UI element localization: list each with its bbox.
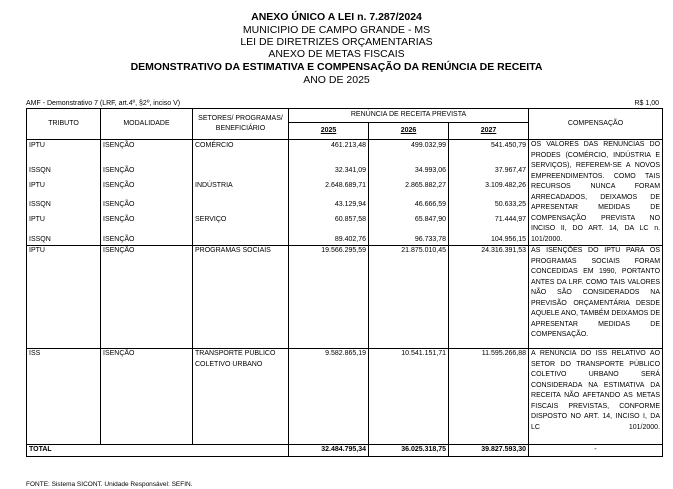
cell-2025: 60.857,58 <box>289 211 369 226</box>
cell-modalidade: ISENÇÃO <box>101 211 193 226</box>
municipality: MUNICIPIO DE CAMPO GRANDE - MS <box>242 24 431 36</box>
cell-setor <box>193 191 289 211</box>
cell-modalidade: ISENÇÃO <box>101 191 193 211</box>
annex-title: ANEXO ÚNICO A LEI n. 7.287/2024 <box>251 11 422 23</box>
col-modalidade: MODALIDADE <box>101 109 193 140</box>
compensation-note: A RENÚNCIA DO ISS RELATIVO AO SETOR DO TRANSPORTE PÚBLICO COLETIVO URBANO SERÁ CONSIDERADA NA ESTIMATIVA DA RECEITA NÃO AFETANDO AS METAS FISCAIS PREVISTAS, CONFORME DISPOSTO NO ART. 14, INCISO I, DA LC 101/2000. <box>529 349 663 445</box>
compensation-note: AS ISENÇÕES DO IPTU PARA OS PROGRAMAS SOCIAIS FORAM CONCEDIDAS EM 1990, PORTANTO ANTES DA LRF. COMO TAIS VALORES NÃO SÃO CONSIDERADOS NA PREVISÃO ORÇAMENTÁRIA DESDE AQUELE ANO, TAMBÉM DEIXAMOS DE APRESENTAR MEDIDAS DE COMPENSAÇÃO. <box>529 246 663 349</box>
cell-2027: 37.967,47 <box>449 156 529 176</box>
cell-modalidade: ISENÇÃO <box>101 156 193 176</box>
cell-2025: 2.648.689,71 <box>289 176 369 191</box>
cell-tributo: ISSQN <box>27 156 101 176</box>
col-compensacao: COMPENSAÇÃO <box>529 109 663 140</box>
cell-modalidade: ISENÇÃO <box>101 140 193 157</box>
cell-2027: 50.633,25 <box>449 191 529 211</box>
cell-tributo: IPTU <box>27 140 101 157</box>
cell-2026: 10.541.151,71 <box>369 349 449 445</box>
total-2027: 39.827.593,30 <box>449 445 529 457</box>
cell-2027: 541.450,79 <box>449 140 529 157</box>
cell-2025: 19.566.295,59 <box>289 246 369 349</box>
cell-2027: 24.316.391,53 <box>449 246 529 349</box>
cell-setor: PROGRAMAS SOCIAIS <box>193 246 289 349</box>
cell-tributo: ISS <box>27 349 101 445</box>
report-reference: AMF - Demonstrativo 7 (LRF, art.4º, §2º, inciso V) <box>26 100 181 107</box>
cell-modalidade: ISENÇÃO <box>101 176 193 191</box>
col-2027: 2027 <box>449 123 529 140</box>
cell-modalidade: ISENÇÃO <box>101 226 193 246</box>
total-label: TOTAL <box>27 445 289 457</box>
cell-2026: 46.666,59 <box>369 191 449 211</box>
cell-2026: 96.733,78 <box>369 226 449 246</box>
compensation-note: OS VALORES DAS RENÚNCIAS DO PRODES (COMÉRCIO, INDÚSTRIA E SERVIÇOS), REFEREM-SE A NOVOS EMPREENDIMENTOS. COMO TAIS RECURSOS NUNCA FORAM ARRECADADOS, DEIXAMOS DE APRESENTAR MEDIDAS DE COMPENSAÇÃO PREVISTA NO INCISO II, DO ART. 14, DA LC n. 101/2000. <box>529 140 663 246</box>
cell-2025: 9.582.865,19 <box>289 349 369 445</box>
cell-2026: 2.865.882,27 <box>369 176 449 191</box>
total-2026: 36.025.318,75 <box>369 445 449 457</box>
cell-modalidade: ISENÇÃO <box>101 349 193 445</box>
cell-tributo: IPTU <box>27 246 101 349</box>
cell-2027: 11.595.266,88 <box>449 349 529 445</box>
col-2025: 2025 <box>289 123 369 140</box>
cell-modalidade: ISENÇÃO <box>101 246 193 349</box>
law-name: LEI DE DIRETRIZES ORÇAMENTARIAS <box>240 36 433 48</box>
report-year: ANO DE 2025 <box>303 74 370 86</box>
cell-2027: 3.109.482,26 <box>449 176 529 191</box>
cell-2025: 461.213,48 <box>289 140 369 157</box>
cell-tributo: ISSQN <box>27 226 101 246</box>
cell-2026: 499.032,99 <box>369 140 449 157</box>
cell-setor: SERVIÇO <box>193 211 289 226</box>
waiver-table <box>26 108 663 457</box>
col-setores: SETORES/ PROGRAMAS/ BENEFICIÁRIO <box>193 109 289 140</box>
total-compensacao: - <box>529 445 663 457</box>
report-title: DEMONSTRATIVO DA ESTIMATIVA E COMPENSAÇÃO DA RENÚNCIA DE RECEITA <box>130 61 543 73</box>
cell-2027: 104.956,15 <box>449 226 529 246</box>
table-row <box>27 349 663 445</box>
cell-2027: 71.444,97 <box>449 211 529 226</box>
cell-tributo: IPTU <box>27 176 101 191</box>
cell-setor <box>193 156 289 176</box>
table-row <box>27 246 663 349</box>
cell-setor <box>193 226 289 246</box>
source-footer: FONTE: Sistema SICONT. Unidade Responsável: SEFIN. <box>26 481 193 488</box>
cell-setor: TRANSPORTE PÚBLICO COLETIVO URBANO <box>193 349 289 445</box>
cell-2026: 21.875.010,45 <box>369 246 449 349</box>
cell-2025: 32.341,09 <box>289 156 369 176</box>
cell-2026: 65.847,90 <box>369 211 449 226</box>
col-renuncia: RENÚNCIA DE RECEITA PREVISTA <box>289 109 529 123</box>
currency-unit: R$ 1,00 <box>634 100 659 107</box>
cell-setor: COMÉRCIO <box>193 140 289 157</box>
cell-2025: 89.402,76 <box>289 226 369 246</box>
cell-2026: 34.993,06 <box>369 156 449 176</box>
cell-setor: INDÚSTRIA <box>193 176 289 191</box>
total-2025: 32.484.795,34 <box>289 445 369 457</box>
col-2026: 2026 <box>369 123 449 140</box>
table-row <box>27 140 663 157</box>
cell-tributo: ISSQN <box>27 191 101 211</box>
annex-name: ANEXO DE METAS FISCAIS <box>268 48 405 60</box>
cell-2025: 43.129,94 <box>289 191 369 211</box>
col-tributo: TRIBUTO <box>27 109 101 140</box>
cell-tributo: IPTU <box>27 211 101 226</box>
